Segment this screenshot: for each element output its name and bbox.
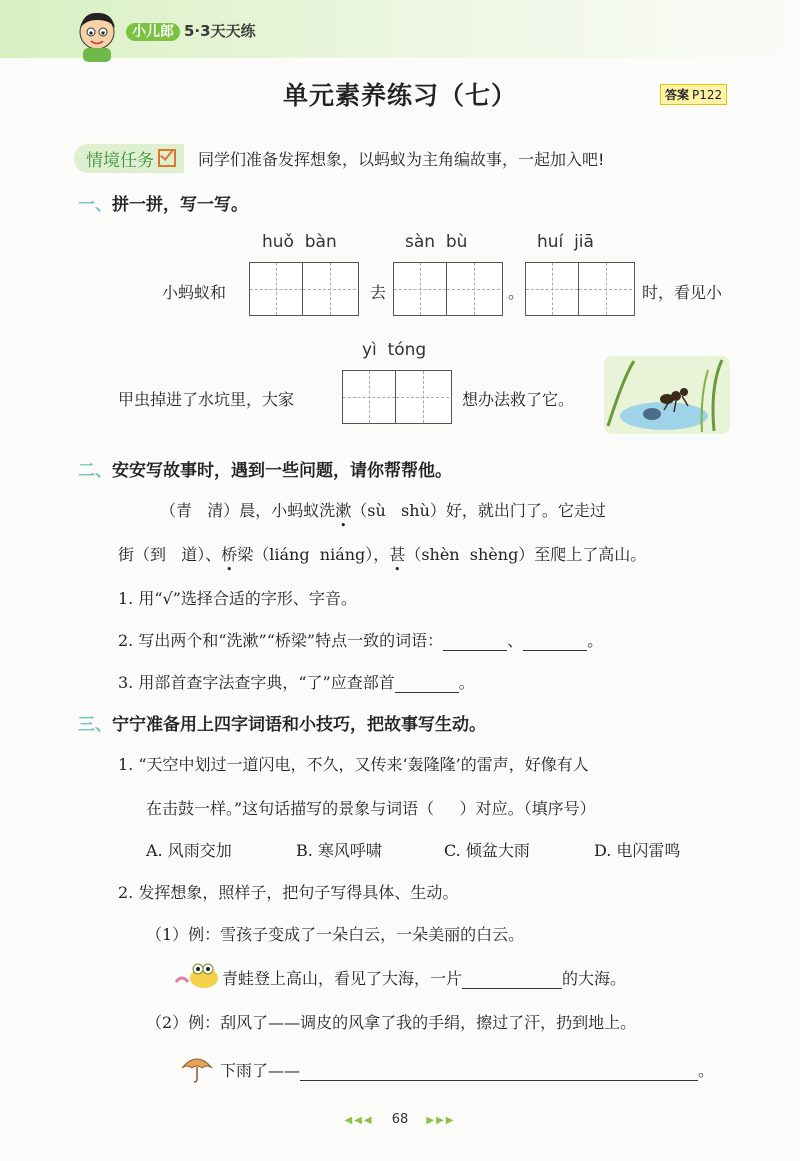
option-b[interactable]: B. 寒风呼啸 (296, 841, 382, 860)
footer-right-arrows: ▶▶▶ (426, 1115, 456, 1126)
question-2-3-text: 3. 用部首查字法查字典，“了”应查部首 (118, 673, 395, 692)
question-2-2-text: 2. 写出两个和“洗漱”“桥梁”特点一致的词语： (118, 631, 444, 650)
page-number: 68 (391, 1112, 409, 1127)
task-label-text: 情境任务 (86, 150, 154, 171)
section-2-heading (78, 456, 452, 481)
option-a[interactable]: A. 风雨交加 (146, 841, 232, 860)
page-title: 单元素养练习（七） (282, 81, 517, 110)
question-3-2: 2. 发挥想象，照样子，把句子写得具体、生动。 (118, 883, 459, 902)
example-2: （2）例：刮风了——调皮的风拿了我的手绢，擦过了汗，扔到地上。 (146, 1013, 637, 1032)
story-1a: （青 清）晨，小蚂蚁洗 (160, 501, 336, 520)
brand-series: 5·3天天练 (184, 22, 256, 40)
section-1-num: 一、 (78, 195, 112, 215)
question-3-1a: 1. “天空中划过一道闪电，不久，又传来‘轰隆隆’的雷声，好像有人 (118, 755, 589, 774)
frog-icon (174, 960, 222, 990)
question-2-2 (118, 628, 603, 651)
story-2a: 街（到 道）、 (118, 545, 222, 564)
answer-blank-4[interactable] (462, 974, 562, 989)
answer-blank-1[interactable] (443, 636, 507, 651)
answer-1-end: 的大海。 (562, 969, 627, 988)
brand (126, 20, 256, 41)
boy-mascot-icon (70, 8, 124, 64)
line1-text-2: 去 (370, 283, 387, 302)
writing-grid-huijia[interactable] (525, 262, 635, 316)
pinyin-yitong: yì tóng (362, 340, 427, 360)
dotted-char-1: 漱 (335, 501, 352, 520)
answer-label: 答案 (665, 88, 690, 102)
writing-grid-yitong[interactable] (342, 370, 452, 424)
answer-badge[interactable] (660, 84, 727, 105)
dotted-char-2: 桥 (221, 545, 238, 564)
dotted-char-3: 甚 (389, 545, 406, 564)
task-label (74, 144, 184, 173)
question-2-2-sep: 、 (507, 631, 524, 650)
task-row (74, 144, 604, 172)
question-2-2-end: 。 (587, 631, 604, 650)
line1-text-1: 小蚂蚁和 (162, 283, 227, 302)
story-line-1 (160, 498, 606, 521)
line1-text-3: 。 (508, 283, 525, 302)
writing-grid-sanbu[interactable] (393, 262, 503, 316)
story-2c: （shèn shèng）至爬上了高山。 (405, 545, 647, 564)
task-text: 同学们准备发挥想象，以蚂蚁为主角编故事，一起加入吧! (198, 149, 605, 169)
writing-grid-huoban[interactable] (249, 262, 359, 316)
question-2-3-end: 。 (458, 673, 475, 692)
line2-text-1: 甲虫掉进了水坑里，大家 (118, 390, 295, 409)
pinyin-sanbu: sàn bù (405, 232, 468, 252)
story-line-2 (118, 542, 646, 565)
pinyin-huoban: huǒ bàn (262, 232, 337, 252)
answer-line-2 (220, 1058, 714, 1081)
question-2-3 (118, 670, 475, 693)
page-footer (0, 1112, 800, 1127)
section-3-num: 三、 (78, 715, 112, 735)
umbrella-icon (180, 1052, 214, 1084)
option-c[interactable]: C. 倾盆大雨 (444, 841, 530, 860)
answer-blank-3[interactable] (395, 678, 459, 693)
section-1-title: 拼一拼，写一写。 (112, 195, 248, 215)
question-3-1b: 在击鼓一样。”这句话描写的景象与词语（ ）对应。（填序号） (146, 799, 596, 818)
answer-2-text: 下雨了—— (220, 1061, 301, 1080)
answer-line-1 (222, 966, 626, 989)
pinyin-huijia: huí jiā (537, 232, 594, 252)
line1-text-4: 时，看见小 (642, 283, 723, 302)
question-2-1: 1. 用“√”选择合适的字形、字音。 (118, 589, 357, 608)
checkbox-icon (158, 149, 176, 167)
section-1-heading (78, 190, 248, 215)
footer-left-arrows: ◀◀◀ (344, 1115, 374, 1126)
option-d[interactable]: D. 电闪雷鸣 (594, 841, 681, 860)
section-2-title: 安安写故事时，遇到一些问题，请你帮帮他。 (112, 461, 452, 481)
example-1: （1）例：雪孩子变成了一朵白云，一朵美丽的白云。 (146, 925, 525, 944)
answer-blank-5[interactable] (300, 1066, 698, 1081)
answer-page: P122 (692, 88, 723, 102)
brand-logo: 小儿郎 (126, 23, 180, 41)
ant-rescue-illustration (604, 356, 730, 434)
story-1b: （sù shù）好，就出门了。它走过 (351, 501, 606, 520)
story-2b: 梁（liáng niáng）， (237, 545, 390, 564)
section-2-num: 二、 (78, 461, 112, 481)
answer-2-end: 。 (698, 1061, 715, 1080)
section-3-heading (78, 710, 486, 735)
answer-1-text: 青蛙登上高山，看见了大海，一片 (222, 969, 463, 988)
line2-text-2: 想办法救了它。 (462, 390, 575, 409)
answer-blank-2[interactable] (523, 636, 587, 651)
section-3-title: 宁宁准备用上四字词语和小技巧，把故事写生动。 (112, 715, 486, 735)
